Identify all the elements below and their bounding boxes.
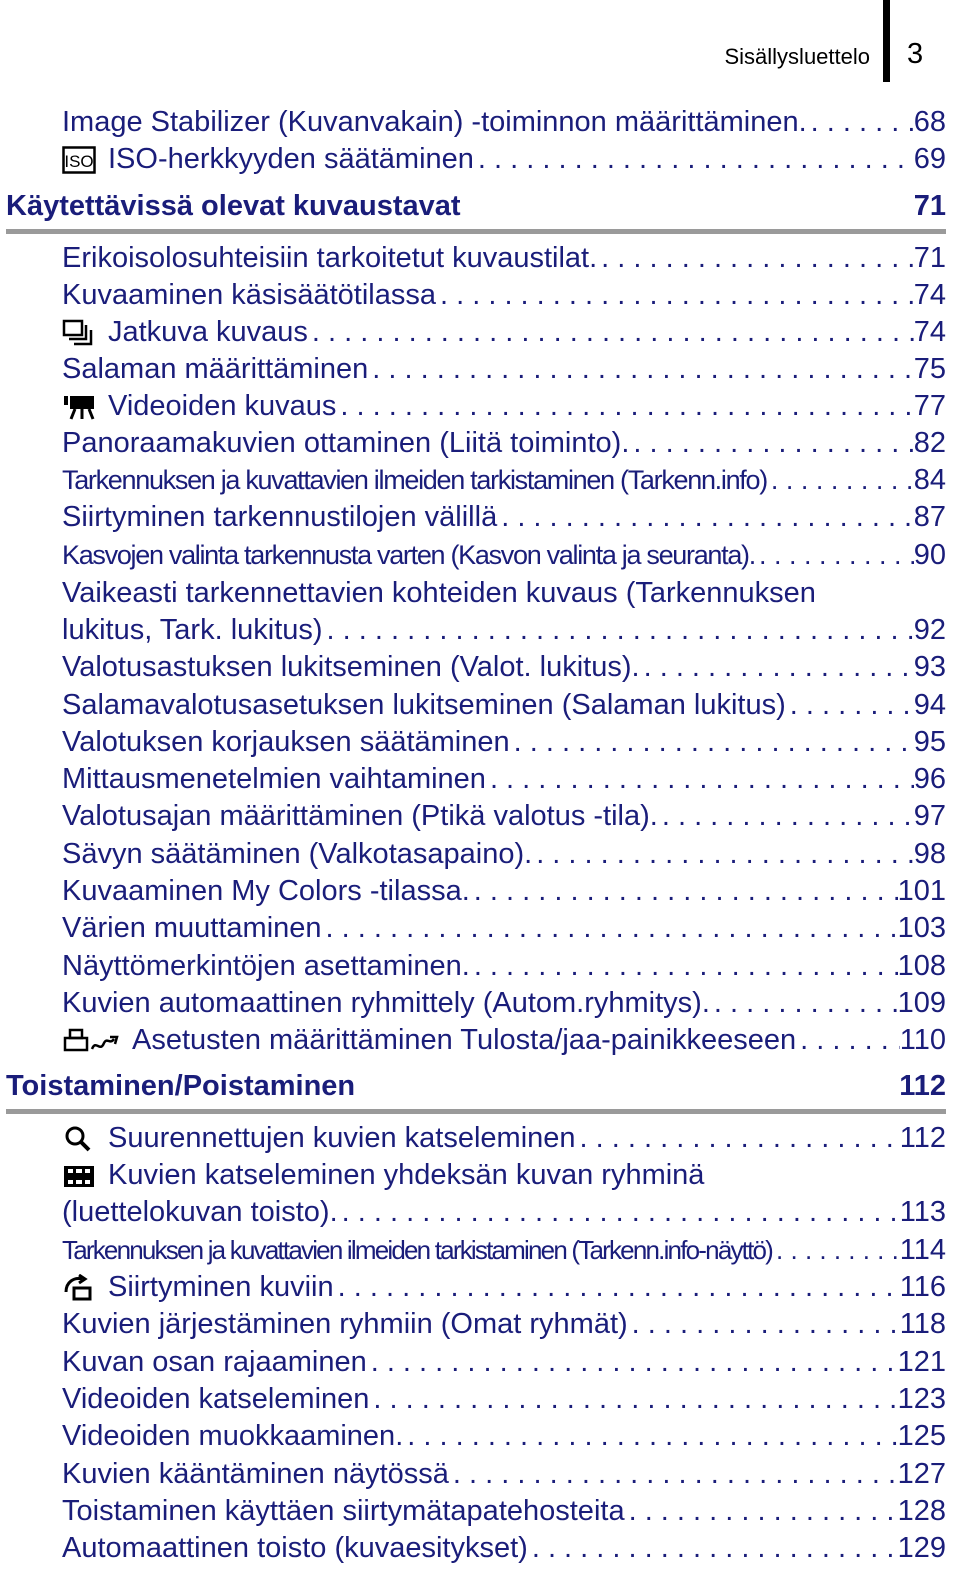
toc-entry-label: lukitus, Tark. lukitus) (62, 614, 323, 646)
toc-entry[interactable] (62, 314, 946, 351)
toc-entry[interactable] (62, 1232, 946, 1269)
iso-icon (62, 146, 96, 174)
toc-entry-label: Kuvien katseleminen yhdeksän kuvan ryhminä (108, 1159, 705, 1191)
toc-entry-label: Valotuksen korjauksen säätäminen (62, 726, 510, 758)
section-rule (6, 1109, 946, 1114)
toc-entry-page: 69 (913, 143, 946, 175)
leader-dots (629, 425, 913, 462)
leader-dots (486, 761, 914, 798)
toc-entry-label: Videoiden muokkaaminen. (62, 1420, 404, 1452)
toc-entry-page: 84 (913, 464, 946, 496)
toc-entry[interactable] (62, 948, 946, 985)
leader-dots (470, 873, 898, 910)
header-title: Sisällysluettelo (724, 44, 870, 69)
leader-dots (449, 1456, 898, 1493)
toc-entry[interactable] (62, 985, 946, 1022)
toc-entry-label: Kuvien automaattinen ryhmittely (Autom.ryhmitys). (62, 987, 710, 1019)
leader-dots (597, 240, 914, 277)
section-title: Käytettävissä olevat kuvaustavat (6, 189, 461, 222)
toc-entry[interactable] (62, 836, 946, 873)
toc-entry-label: Salamavalotusasetuksen lukitseminen (Salaman lukitus) (62, 689, 786, 721)
toc-entry[interactable] (62, 141, 946, 178)
toc-entry[interactable] (62, 277, 946, 314)
toc-entry[interactable] (62, 910, 946, 947)
toc-entry-page: 125 (897, 1420, 946, 1452)
toc-entry-page: 116 (899, 1271, 946, 1303)
toc-entry-page: 121 (897, 1346, 946, 1378)
toc-entry-page: 94 (913, 689, 946, 721)
toc-entry[interactable] (62, 724, 946, 761)
toc-entry-page: 98 (913, 838, 946, 870)
section-title: Toistaminen/Poistaminen (6, 1069, 356, 1102)
toc-entry[interactable] (62, 425, 946, 462)
leader-dots (334, 1269, 900, 1306)
leader-dots (368, 351, 913, 388)
toc-entry-label: Tarkennuksen ja kuvattavien ilmeiden tarkistaminen (Tarkenn.info-näyttö) (62, 1235, 773, 1265)
toc-entry-label: Salaman määrittäminen (62, 353, 369, 385)
magnify-icon (62, 1125, 96, 1153)
leader-dots (474, 141, 914, 178)
leader-dots (658, 798, 914, 835)
toc-entry-label: Asetusten määrittäminen Tulosta/jaa-painikkeeseen (132, 1024, 797, 1056)
leader-dots (640, 649, 914, 686)
toc-entry-page: 96 (913, 763, 946, 795)
toc-entry[interactable] (62, 1344, 946, 1381)
toc-entry-page: 87 (913, 501, 946, 533)
toc-entry-page: 123 (897, 1383, 946, 1415)
toc-entry-label: Suurennettujen kuvien katseleminen (108, 1122, 576, 1154)
toc-entry[interactable] (62, 1157, 946, 1194)
leader-dots (710, 985, 898, 1022)
jump-icon (62, 1274, 96, 1302)
toc-entry[interactable] (62, 761, 946, 798)
leader-dots (322, 910, 898, 947)
toc-entry-label: (luettelokuvan toisto). (62, 1196, 338, 1228)
toc-entry-page: 90 (913, 539, 946, 571)
toc-entry-label: Valotusajan määrittäminen (Ptikä valotus -tila). (62, 800, 658, 832)
toc-entry-label: Näyttömerkintöjen asettaminen. (62, 950, 470, 982)
toc-entry[interactable] (62, 1194, 946, 1231)
toc-entry-page: 110 (899, 1024, 946, 1056)
toc-entry-label: Siirtyminen tarkennustilojen välillä (62, 501, 498, 533)
section-rule (6, 229, 946, 234)
toc-entry[interactable] (62, 1381, 946, 1418)
toc-entry-label: Vaikeasti tarkennettavien kohteiden kuvaus (Tarkennuksen (62, 577, 816, 609)
toc-entry[interactable] (62, 1530, 946, 1567)
toc-entry[interactable] (62, 462, 946, 499)
page-number: 3 (907, 38, 924, 70)
toc-entry-page: 108 (897, 950, 946, 982)
toc-entry-page: 129 (897, 1532, 946, 1564)
toc-entry-page: 101 (897, 875, 946, 907)
leader-dots (369, 1381, 897, 1418)
continuous-shooting-icon (62, 319, 96, 347)
toc-entry-label: Kuvaaminen My Colors -tilassa. (62, 875, 470, 907)
toc-entry[interactable] (62, 104, 946, 141)
leader-dots (510, 724, 914, 761)
toc-entry-label: Toistaminen käyttäen siirtymätapatehosteita (62, 1495, 625, 1527)
toc-entry[interactable] (62, 1269, 946, 1306)
toc-entry-page: 113 (899, 1196, 946, 1228)
movie-camera-icon (62, 393, 96, 421)
svg-text:ISO: ISO (64, 152, 94, 172)
section-page: 71 (913, 189, 946, 222)
toc-entry-page: 77 (913, 390, 946, 422)
toc-entry-page: 127 (897, 1458, 946, 1490)
leader-dots (338, 1194, 900, 1231)
leader-dots (367, 1344, 898, 1381)
section-page: 112 (899, 1069, 946, 1102)
leader-dots (576, 1120, 900, 1157)
toc-entry-page: 82 (913, 427, 946, 459)
toc-entry[interactable] (62, 1120, 946, 1157)
toc-entry-page: 118 (899, 1308, 946, 1340)
toc-entry-page: 92 (913, 614, 946, 646)
index-grid-icon (62, 1162, 96, 1190)
toc-entry-label: Kuvien järjestäminen ryhmiin (Omat ryhmät) (62, 1308, 628, 1340)
toc-entry[interactable] (62, 649, 946, 686)
section-heading[interactable] (6, 1066, 946, 1106)
toc-entry-label: Erikoisolosuhteisiin tarkoitetut kuvaustilat. (62, 242, 598, 274)
leader-dots (323, 612, 914, 649)
leader-dots (796, 1022, 900, 1059)
toc-entry-label: Sävyn säätäminen (Valkotasapaino). (62, 838, 533, 870)
leader-dots (532, 836, 914, 873)
toc-entry-label: Kuvan osan rajaaminen (62, 1346, 367, 1378)
toc-entry-label: Panoraamakuvien ottaminen (Liitä toiminto). (62, 427, 630, 459)
toc-entry-page: 68 (913, 106, 946, 138)
toc-entry[interactable] (62, 612, 946, 649)
toc-entry[interactable] (62, 499, 946, 536)
toc-entry-label: Tarkennuksen ja kuvattavien ilmeiden tarkistaminen (Tarkenn.info) (62, 465, 767, 495)
leader-dots (755, 537, 914, 574)
leader-dots (497, 499, 914, 536)
toc-entry[interactable] (62, 1022, 946, 1059)
toc-entry-page: 93 (913, 651, 946, 683)
toc-entry-page: 74 (913, 316, 946, 348)
toc-entry[interactable] (62, 1418, 946, 1455)
toc-entry-page: 74 (913, 279, 946, 311)
toc-entry-page: 112 (899, 1122, 946, 1154)
toc-entry[interactable] (62, 388, 946, 425)
toc-entry-page: 128 (897, 1495, 946, 1527)
leader-dots (528, 1530, 898, 1567)
leader-dots (786, 687, 914, 724)
toc-entry-label: Automaattinen toisto (kuvaesitykset) (62, 1532, 528, 1564)
toc-entry-label: Image Stabilizer (Kuvanvakain) -toiminnon määrittäminen. (62, 106, 807, 138)
toc-entry-page: 75 (913, 353, 946, 385)
toc-entry-label: Siirtyminen kuviin (108, 1271, 334, 1303)
toc-entry[interactable] (62, 1456, 946, 1493)
leader-dots (767, 462, 914, 499)
toc-entry-label: Värien muuttaminen (62, 912, 322, 944)
toc-entry-page: 95 (913, 726, 946, 758)
toc-entry-page: 109 (897, 987, 946, 1019)
toc-entry[interactable] (62, 351, 946, 388)
toc-entry-label: Jatkuva kuvaus (108, 316, 308, 348)
toc-entry-page: 71 (913, 242, 946, 274)
toc-entry-label: Mittausmenetelmien vaihtaminen (62, 763, 486, 795)
toc-entry[interactable] (62, 873, 946, 910)
toc-entry-page: 103 (897, 912, 946, 944)
toc-entry[interactable] (62, 1493, 946, 1530)
toc-entry-label: Videoiden katseleminen (62, 1383, 370, 1415)
toc-entry[interactable] (62, 798, 946, 835)
leader-dots (436, 277, 914, 314)
toc-entry[interactable] (62, 1306, 946, 1343)
toc-entry-page: 114 (899, 1234, 946, 1266)
leader-dots (336, 388, 913, 425)
toc-entry-label: Kasvojen valinta tarkennusta varten (Kasvon valinta ja seuranta). (62, 540, 755, 570)
leader-dots (470, 948, 898, 985)
toc-entry[interactable] (62, 687, 946, 724)
leader-dots (403, 1418, 897, 1455)
toc-entry-page: 97 (913, 800, 946, 832)
print-share-icon (62, 1027, 120, 1055)
toc-entry-label: Valotusastuksen lukitseminen (Valot. lukitus). (62, 651, 640, 683)
toc-entry-label: Videoiden kuvaus (108, 390, 337, 422)
toc-entry[interactable] (62, 537, 946, 574)
leader-dots (807, 104, 914, 141)
toc-entry-label: ISO-herkkyyden säätäminen (108, 143, 474, 175)
leader-dots (628, 1306, 900, 1343)
leader-dots (772, 1232, 900, 1269)
leader-dots (308, 314, 914, 351)
toc-entry-label: Kuvien kääntäminen näytössä (62, 1458, 449, 1490)
section-heading[interactable] (6, 186, 946, 226)
toc-entry[interactable] (62, 575, 946, 612)
leader-dots (625, 1493, 898, 1530)
toc-entry[interactable] (62, 240, 946, 277)
toc-entry-label: Kuvaaminen käsisäätötilassa (62, 279, 436, 311)
